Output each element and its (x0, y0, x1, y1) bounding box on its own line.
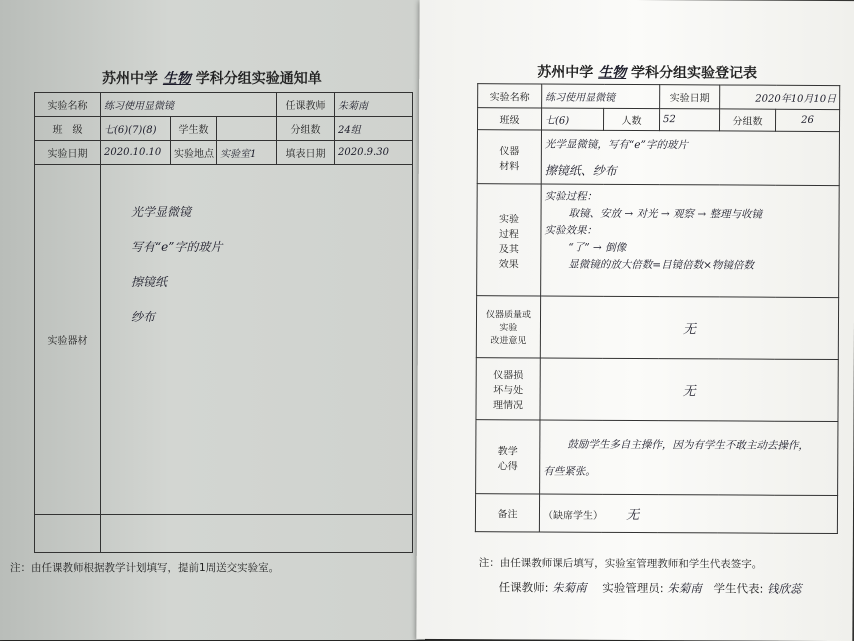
equipment-item: 写有“e”字的玻片 (131, 240, 223, 254)
label-place: 实验地点 (171, 141, 217, 165)
reflection-line: 鼓励学生多自主操作，因为有学生不敢主动去操作， (567, 438, 809, 452)
process-line: 取镜、安放 → 对光 → 观察 → 整理与收镜 (568, 207, 763, 221)
value-remark-cell (539, 494, 837, 534)
value-class: 七(6) (541, 108, 603, 130)
label-remark: 备注 (475, 494, 539, 532)
process-line: 实验过程： (544, 190, 598, 203)
value-class: 七(6)(7)(8) (101, 117, 171, 141)
value-fill-date: 2020.9.30 (335, 141, 413, 165)
label-people: 人数 (603, 108, 659, 130)
instrument-line: 光学显微镜，写有“e”字的玻片 (544, 138, 688, 152)
label-quality: 仪器质量或 实验 改进意见 (476, 296, 540, 358)
value-students (217, 117, 277, 141)
title-prefix: 苏州中学 (102, 71, 158, 87)
label-groups: 分组数 (277, 117, 335, 141)
teacher-signature: 朱菊南 (552, 580, 587, 595)
title-subject: 生物 (162, 71, 191, 87)
label-exp-name: 实验名称 (478, 84, 542, 108)
title-suffix: 学科分组实验登记表 (631, 64, 758, 82)
process-line: 显微镜的放大倍数=目镜倍数×物镜倍数 (568, 258, 754, 272)
value-place: 实验室1 (217, 141, 277, 165)
title-prefix: 苏州中学 (537, 64, 594, 81)
value-quality: 无 (540, 296, 838, 360)
value-exp-date: 2020年10月10日 (720, 85, 840, 110)
student-signature: 钱欣蕊 (766, 581, 802, 596)
label-students: 学生数 (171, 117, 217, 141)
equipment-item: 擦镜纸 (131, 275, 168, 289)
blank-cell (35, 515, 101, 553)
label-date: 实验日期 (35, 141, 101, 165)
label-reflection: 教学 心得 (476, 420, 540, 494)
notice-sheet (0, 0, 425, 640)
value-damage: 无 (540, 358, 838, 422)
register-title (537, 61, 757, 82)
value-remark: 无 (626, 507, 640, 524)
label-instrument: 仪器 材料 (477, 130, 541, 184)
register-sheet (416, 0, 854, 641)
equipment-item: 光学显微镜 (131, 205, 192, 219)
instrument-lines (541, 130, 839, 186)
value-groups: 24组 (335, 117, 413, 141)
teacher-sig-label: 任课教师: (498, 580, 549, 595)
label-teacher: 任课教师 (277, 93, 335, 117)
instrument-line: 擦镜纸、纱布 (544, 163, 617, 178)
label-exp-name: 实验名称 (35, 93, 101, 117)
value-exp-name: 练习使用显微镜 (542, 84, 660, 109)
process-lines (541, 184, 840, 298)
value-teacher: 朱菊南 (335, 93, 413, 117)
process-line: 实验效果： (544, 224, 597, 237)
value-people: 52 (659, 109, 719, 131)
student-sig-label: 学生代表: (713, 581, 764, 596)
label-class: 班级 (477, 108, 541, 130)
label-damage: 仪器损 坏与处 理情况 (476, 358, 540, 420)
notice-table (34, 92, 413, 553)
title-subject: 生物 (598, 64, 627, 81)
reflection-lines (540, 420, 838, 496)
register-table (475, 83, 840, 534)
value-exp-name: 练习使用显微镜 (101, 93, 277, 117)
label-exp-date: 实验日期 (660, 85, 720, 109)
signature-row (499, 579, 802, 597)
equipment-item: 纱布 (131, 310, 156, 324)
title-suffix: 学科分组实验通知单 (195, 71, 322, 87)
value-groups: 26 (775, 109, 839, 131)
label-fill-date: 填表日期 (277, 141, 335, 165)
equipment-list (101, 165, 413, 515)
label-class: 班 级 (35, 117, 101, 141)
label-process: 实验 过程 及其 效果 (477, 184, 542, 296)
label-equipment: 实验器材 (35, 165, 101, 515)
blank-cell (101, 515, 413, 553)
reflection-line: 有些紧张。 (543, 465, 596, 478)
label-groups: 分组数 (719, 109, 775, 131)
process-line: “了” → 倒像 (568, 241, 627, 254)
remark-note: （缺席学生） (542, 510, 604, 522)
notice-note: 注：由任课教师根据教学计划填写，提前1周送交实验室。 (10, 562, 280, 574)
manager-sig-label: 实验管理员: (602, 580, 664, 596)
value-date: 2020.10.10 (101, 141, 171, 165)
register-note: 注：由任课教师课后填写，实验室管理教师和学生代表签字。 (478, 557, 763, 571)
notice-title (102, 68, 322, 88)
manager-signature: 朱菊南 (667, 581, 702, 596)
